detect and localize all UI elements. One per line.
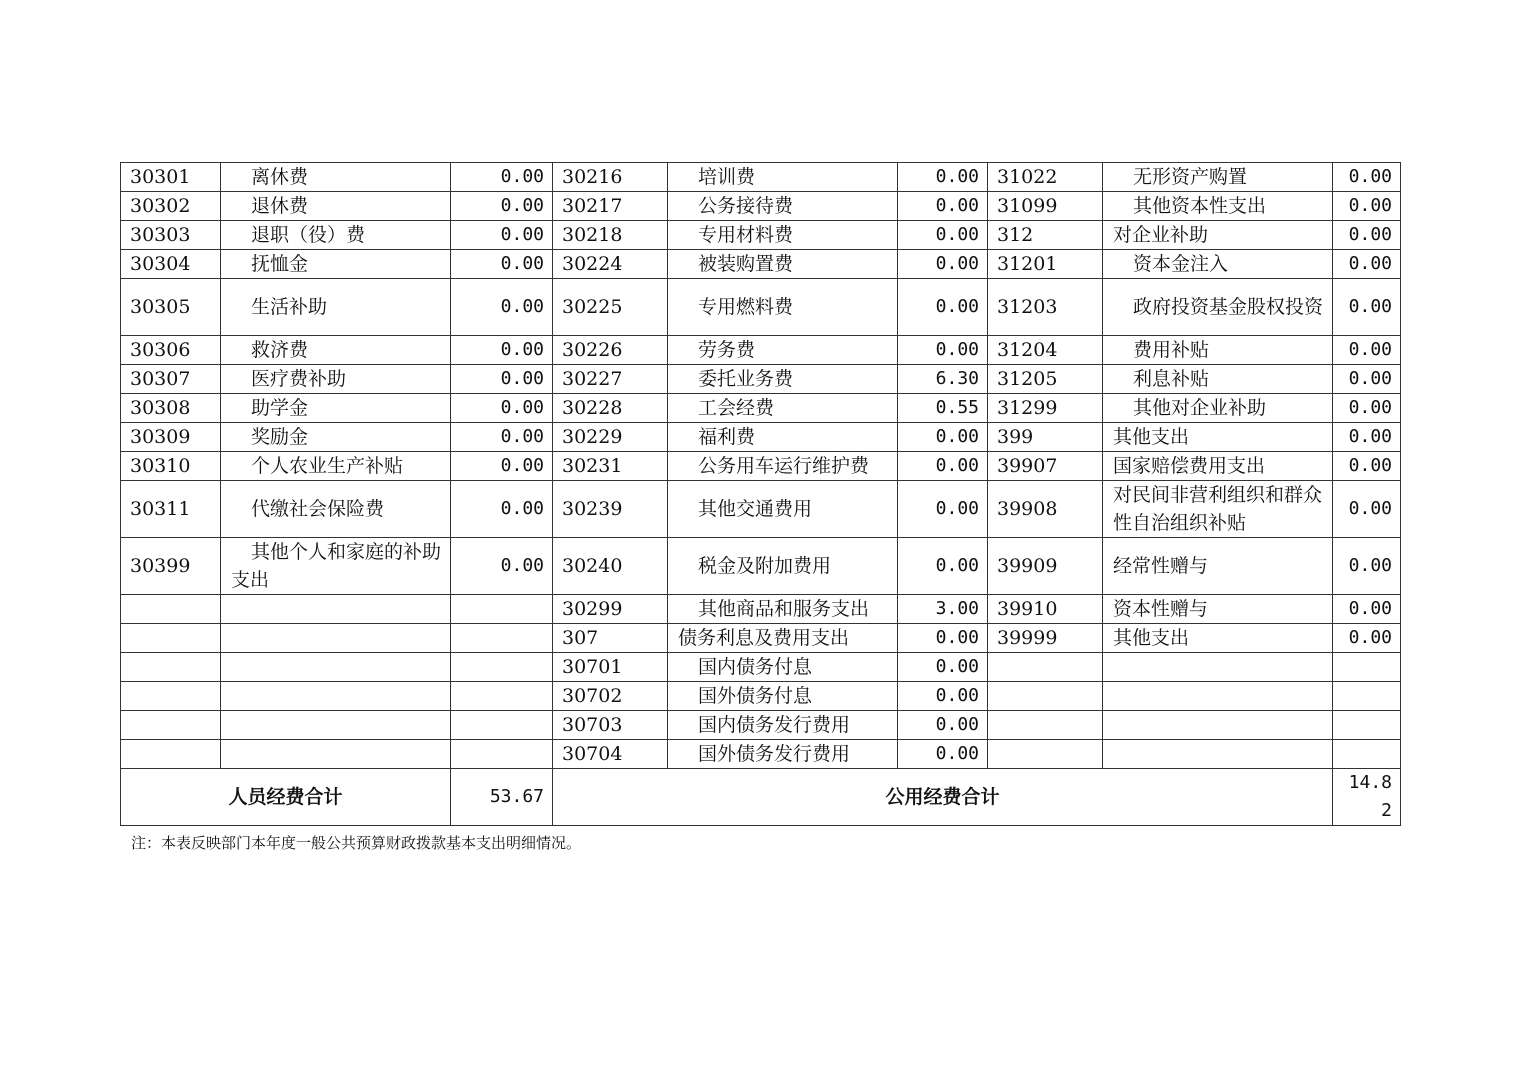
code-cell: 30217 (553, 192, 668, 221)
code-cell: 30701 (553, 653, 668, 682)
name-cell: 医疗费补助 (221, 365, 451, 394)
table-row (121, 221, 1401, 250)
name-cell: 费用补贴 (1103, 336, 1333, 365)
totals-row (121, 769, 1401, 826)
code-cell: 30399 (121, 538, 221, 595)
amount-cell: 0.55 (898, 394, 988, 423)
code-cell: 30301 (121, 163, 221, 192)
amount-cell: 0.00 (1333, 250, 1401, 279)
table-row (121, 624, 1401, 653)
code-cell: 30307 (121, 365, 221, 394)
public-total-label: 公用经费合计 (553, 769, 1333, 826)
code-cell: 307 (553, 624, 668, 653)
amount-cell (1333, 711, 1401, 740)
code-cell (988, 653, 1103, 682)
amount-cell: 0.00 (451, 394, 553, 423)
name-cell: 被装购置费 (668, 250, 898, 279)
name-cell: 专用材料费 (668, 221, 898, 250)
table-row (121, 452, 1401, 481)
code-cell: 30310 (121, 452, 221, 481)
code-cell: 30229 (553, 423, 668, 452)
table-row (121, 711, 1401, 740)
amount-cell: 0.00 (898, 624, 988, 653)
name-cell: 离休费 (221, 163, 451, 192)
code-cell (121, 595, 221, 624)
code-cell: 30703 (553, 711, 668, 740)
amount-cell: 0.00 (451, 163, 553, 192)
name-cell: 培训费 (668, 163, 898, 192)
amount-cell: 0.00 (1333, 163, 1401, 192)
table-row (121, 538, 1401, 595)
amount-cell: 0.00 (451, 538, 553, 595)
amount-cell: 0.00 (1333, 394, 1401, 423)
amount-cell: 0.00 (898, 653, 988, 682)
code-cell: 30239 (553, 481, 668, 538)
name-cell (221, 682, 451, 711)
code-cell: 31099 (988, 192, 1103, 221)
amount-cell (451, 653, 553, 682)
table-row (121, 682, 1401, 711)
amount-cell: 0.00 (1333, 423, 1401, 452)
table-row (121, 192, 1401, 221)
amount-cell: 0.00 (451, 336, 553, 365)
code-cell (121, 711, 221, 740)
amount-cell: 0.00 (1333, 595, 1401, 624)
code-cell: 30231 (553, 452, 668, 481)
code-cell (121, 740, 221, 769)
code-cell: 39909 (988, 538, 1103, 595)
name-cell: 其他支出 (1103, 423, 1333, 452)
code-cell: 30308 (121, 394, 221, 423)
name-cell: 资本金注入 (1103, 250, 1333, 279)
amount-cell: 0.00 (898, 221, 988, 250)
amount-cell: 0.00 (898, 250, 988, 279)
name-cell: 对企业补助 (1103, 221, 1333, 250)
amount-cell: 0.00 (451, 365, 553, 394)
code-cell: 39910 (988, 595, 1103, 624)
code-cell: 30702 (553, 682, 668, 711)
code-cell: 30218 (553, 221, 668, 250)
code-cell: 31022 (988, 163, 1103, 192)
amount-cell: 0.00 (451, 221, 553, 250)
amount-cell (1333, 740, 1401, 769)
code-cell: 39999 (988, 624, 1103, 653)
amount-cell: 0.00 (1333, 365, 1401, 394)
expenditure-table (120, 162, 1401, 826)
amount-cell: 0.00 (451, 192, 553, 221)
amount-cell (451, 595, 553, 624)
code-cell: 30216 (553, 163, 668, 192)
name-cell: 国家赔偿费用支出 (1103, 452, 1333, 481)
name-cell: 工会经费 (668, 394, 898, 423)
name-cell (221, 624, 451, 653)
code-cell: 30227 (553, 365, 668, 394)
name-cell: 国外债务付息 (668, 682, 898, 711)
amount-cell: 0.00 (898, 423, 988, 452)
code-cell: 31201 (988, 250, 1103, 279)
amount-cell (451, 711, 553, 740)
name-cell (1103, 740, 1333, 769)
name-cell (221, 595, 451, 624)
name-cell: 专用燃料费 (668, 279, 898, 336)
name-cell (221, 653, 451, 682)
amount-cell: 0.00 (898, 452, 988, 481)
amount-cell: 0.00 (898, 538, 988, 595)
table-row (121, 595, 1401, 624)
name-cell: 公务接待费 (668, 192, 898, 221)
amount-cell: 0.00 (1333, 481, 1401, 538)
table-row (121, 365, 1401, 394)
name-cell (1103, 653, 1333, 682)
amount-cell: 0.00 (1333, 538, 1401, 595)
name-cell: 公务用车运行维护费 (668, 452, 898, 481)
table-row (121, 481, 1401, 538)
name-cell: 无形资产购置 (1103, 163, 1333, 192)
code-cell: 31203 (988, 279, 1103, 336)
name-cell (221, 740, 451, 769)
name-cell: 对民间非营利组织和群众性自治组织补贴 (1103, 481, 1333, 538)
amount-cell: 0.00 (898, 279, 988, 336)
code-cell (121, 624, 221, 653)
name-cell (221, 711, 451, 740)
amount-cell (1333, 682, 1401, 711)
name-cell: 助学金 (221, 394, 451, 423)
amount-cell: 0.00 (451, 250, 553, 279)
name-cell: 个人农业生产补贴 (221, 452, 451, 481)
amount-cell: 0.00 (898, 682, 988, 711)
name-cell: 代缴社会保险费 (221, 481, 451, 538)
code-cell (988, 682, 1103, 711)
name-cell: 其他支出 (1103, 624, 1333, 653)
code-cell: 30304 (121, 250, 221, 279)
amount-cell: 0.00 (451, 423, 553, 452)
code-cell: 31204 (988, 336, 1103, 365)
amount-cell: 0.00 (898, 711, 988, 740)
amount-cell: 0.00 (898, 481, 988, 538)
code-cell: 30226 (553, 336, 668, 365)
name-cell: 其他对企业补助 (1103, 394, 1333, 423)
table-body (121, 163, 1401, 826)
personnel-total-amount: 53.67 (451, 769, 553, 826)
name-cell: 奖励金 (221, 423, 451, 452)
amount-cell (451, 624, 553, 653)
amount-cell (1333, 653, 1401, 682)
code-cell: 30225 (553, 279, 668, 336)
amount-cell: 0.00 (1333, 624, 1401, 653)
amount-cell: 0.00 (451, 452, 553, 481)
name-cell (1103, 682, 1333, 711)
name-cell: 其他交通费用 (668, 481, 898, 538)
amount-cell: 3.00 (898, 595, 988, 624)
public-total-amount: 14.82 (1333, 769, 1401, 826)
code-cell (988, 740, 1103, 769)
name-cell: 生活补助 (221, 279, 451, 336)
name-cell: 退休费 (221, 192, 451, 221)
name-cell (1103, 711, 1333, 740)
table-row (121, 394, 1401, 423)
amount-cell: 0.00 (1333, 452, 1401, 481)
amount-cell: 0.00 (898, 163, 988, 192)
amount-cell: 0.00 (1333, 279, 1401, 336)
name-cell: 资本性赠与 (1103, 595, 1333, 624)
name-cell: 其他商品和服务支出 (668, 595, 898, 624)
name-cell: 劳务费 (668, 336, 898, 365)
amount-cell: 0.00 (1333, 336, 1401, 365)
name-cell: 经常性赠与 (1103, 538, 1333, 595)
table-note: 注：本表反映部门本年度一般公共预算财政拨款基本支出明细情况。 (131, 834, 582, 852)
code-cell: 30309 (121, 423, 221, 452)
name-cell: 国内债务发行费用 (668, 711, 898, 740)
code-cell: 30224 (553, 250, 668, 279)
table-row (121, 279, 1401, 336)
code-cell: 30302 (121, 192, 221, 221)
table-row (121, 163, 1401, 192)
amount-cell: 0.00 (898, 192, 988, 221)
name-cell: 国外债务发行费用 (668, 740, 898, 769)
name-cell: 政府投资基金股权投资 (1103, 279, 1333, 336)
code-cell: 30303 (121, 221, 221, 250)
code-cell: 30305 (121, 279, 221, 336)
name-cell: 退职（役）费 (221, 221, 451, 250)
name-cell: 其他个人和家庭的补助支出 (221, 538, 451, 595)
name-cell: 其他资本性支出 (1103, 192, 1333, 221)
code-cell: 30299 (553, 595, 668, 624)
name-cell: 国内债务付息 (668, 653, 898, 682)
amount-cell: 0.00 (1333, 192, 1401, 221)
personnel-total-label: 人员经费合计 (121, 769, 451, 826)
code-cell: 31205 (988, 365, 1103, 394)
amount-cell (451, 682, 553, 711)
name-cell: 税金及附加费用 (668, 538, 898, 595)
table-row (121, 740, 1401, 769)
amount-cell: 6.30 (898, 365, 988, 394)
amount-cell: 0.00 (898, 336, 988, 365)
amount-cell (451, 740, 553, 769)
amount-cell: 0.00 (1333, 221, 1401, 250)
code-cell: 30704 (553, 740, 668, 769)
name-cell: 债务利息及费用支出 (668, 624, 898, 653)
amount-cell: 0.00 (451, 279, 553, 336)
name-cell: 抚恤金 (221, 250, 451, 279)
code-cell: 30311 (121, 481, 221, 538)
code-cell (121, 682, 221, 711)
code-cell: 30228 (553, 394, 668, 423)
name-cell: 委托业务费 (668, 365, 898, 394)
table-row (121, 653, 1401, 682)
code-cell: 30306 (121, 336, 221, 365)
table-row (121, 250, 1401, 279)
table-row (121, 336, 1401, 365)
table-row (121, 423, 1401, 452)
code-cell: 30240 (553, 538, 668, 595)
name-cell: 福利费 (668, 423, 898, 452)
code-cell (121, 653, 221, 682)
code-cell (988, 711, 1103, 740)
code-cell: 312 (988, 221, 1103, 250)
code-cell: 39907 (988, 452, 1103, 481)
code-cell: 399 (988, 423, 1103, 452)
amount-cell: 0.00 (451, 481, 553, 538)
code-cell: 31299 (988, 394, 1103, 423)
name-cell: 利息补贴 (1103, 365, 1333, 394)
code-cell: 39908 (988, 481, 1103, 538)
name-cell: 救济费 (221, 336, 451, 365)
amount-cell: 0.00 (898, 740, 988, 769)
